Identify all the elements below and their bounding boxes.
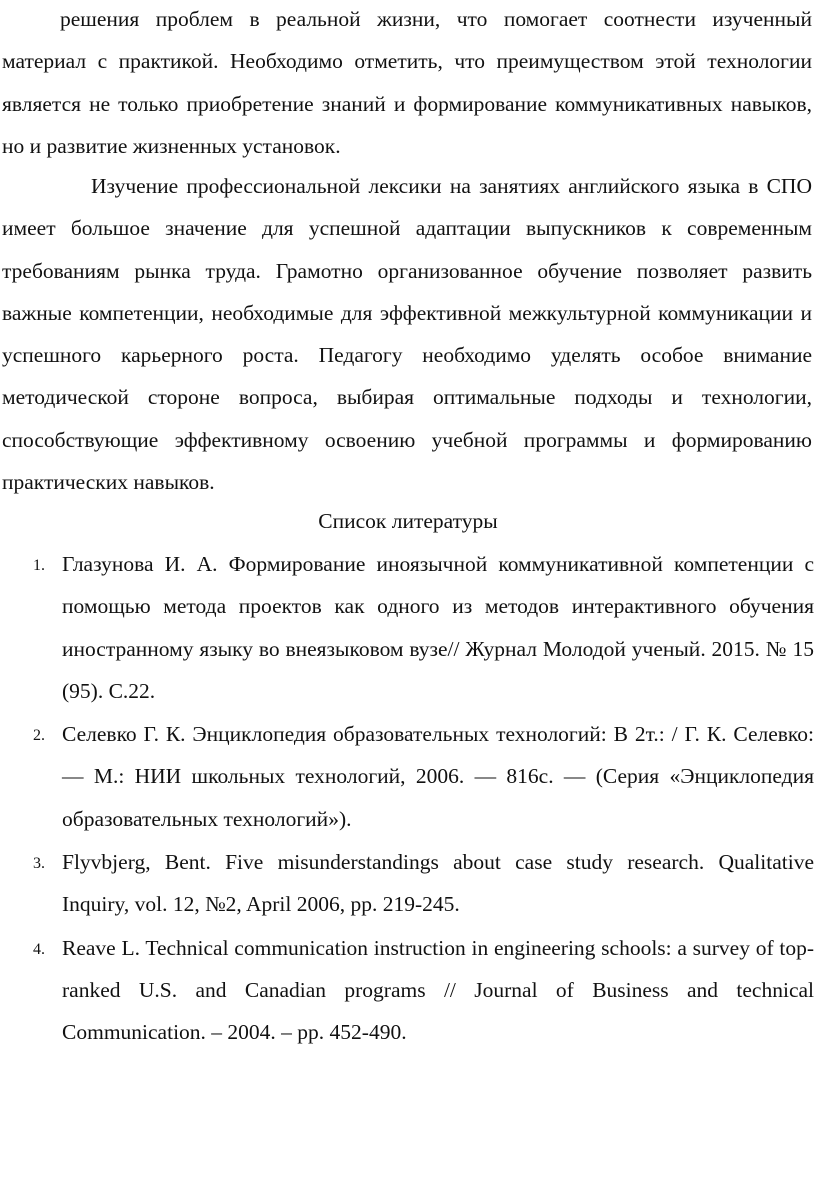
reference-item [0, 543, 816, 712]
reference-item [0, 927, 816, 1054]
references-title: Список литературы [318, 509, 498, 533]
body-paragraph: решения проблем в реальной жизни, что помогает соотнести изученный материал с практикой. Необходимо отметить, что преимуществом этой технологии является не только приобретение знаний и формирование коммуникативных навыков, но и развитие жизненных установок. [2, 7, 812, 158]
reference-text: Глазунова И. А. Формирование иноязычной коммуникативной компетенции с помощью метода проектов как одного из методов интерактивного обучения иностранному языку во внеязыковом вузе// Журнал Молодой ученый. 2015. № 15 (95). С.22. [62, 552, 814, 703]
reference-item [0, 841, 816, 926]
reference-text: Селевко Г. К. Энциклопедия образовательных технологий: В 2т.: / Г. К. Селевко: — М.: НИИ школьных технологий, 2006. — 816с. — (Серия «Энциклопедия образовательных технологий»). [62, 722, 814, 831]
reference-number: 3. [33, 855, 45, 873]
reference-number: 2. [33, 727, 45, 745]
reference-text: Flyvbjerg, Bent. Five misunderstandings about case study research. Qualitative Inquiry, vol. 12, №2, April 2006, pp. 219-245. [62, 850, 814, 917]
body-paragraph: Изучение профессиональной лексики на занятиях английского языка в СПО имеет большое значение для успешной адаптации выпускников к современным требованиям рынка труда. Грамотно организованное обучение позволяет развить важные компетенции, необходимые для эффективной межкультурной коммуникации и успешного карьерного роста. Педагогу необходимо уделять особое внимание методической стороне вопроса, выбирая оптимальные подходы и технологии, способствующие эффективному освоению учебной программы и формированию практических навыков. [2, 174, 812, 495]
reference-item [0, 713, 816, 840]
reference-number: 1. [33, 557, 45, 574]
reference-text: Reave L. Technical communication instruction in engineering schools: a survey of top-ranked U.S. and Canadian programs // Journal of Business and technical Communication. – 2004. – pp. 452-490. [62, 935, 814, 1045]
reference-number: 4. [33, 940, 45, 958]
references-list [0, 543, 816, 1054]
